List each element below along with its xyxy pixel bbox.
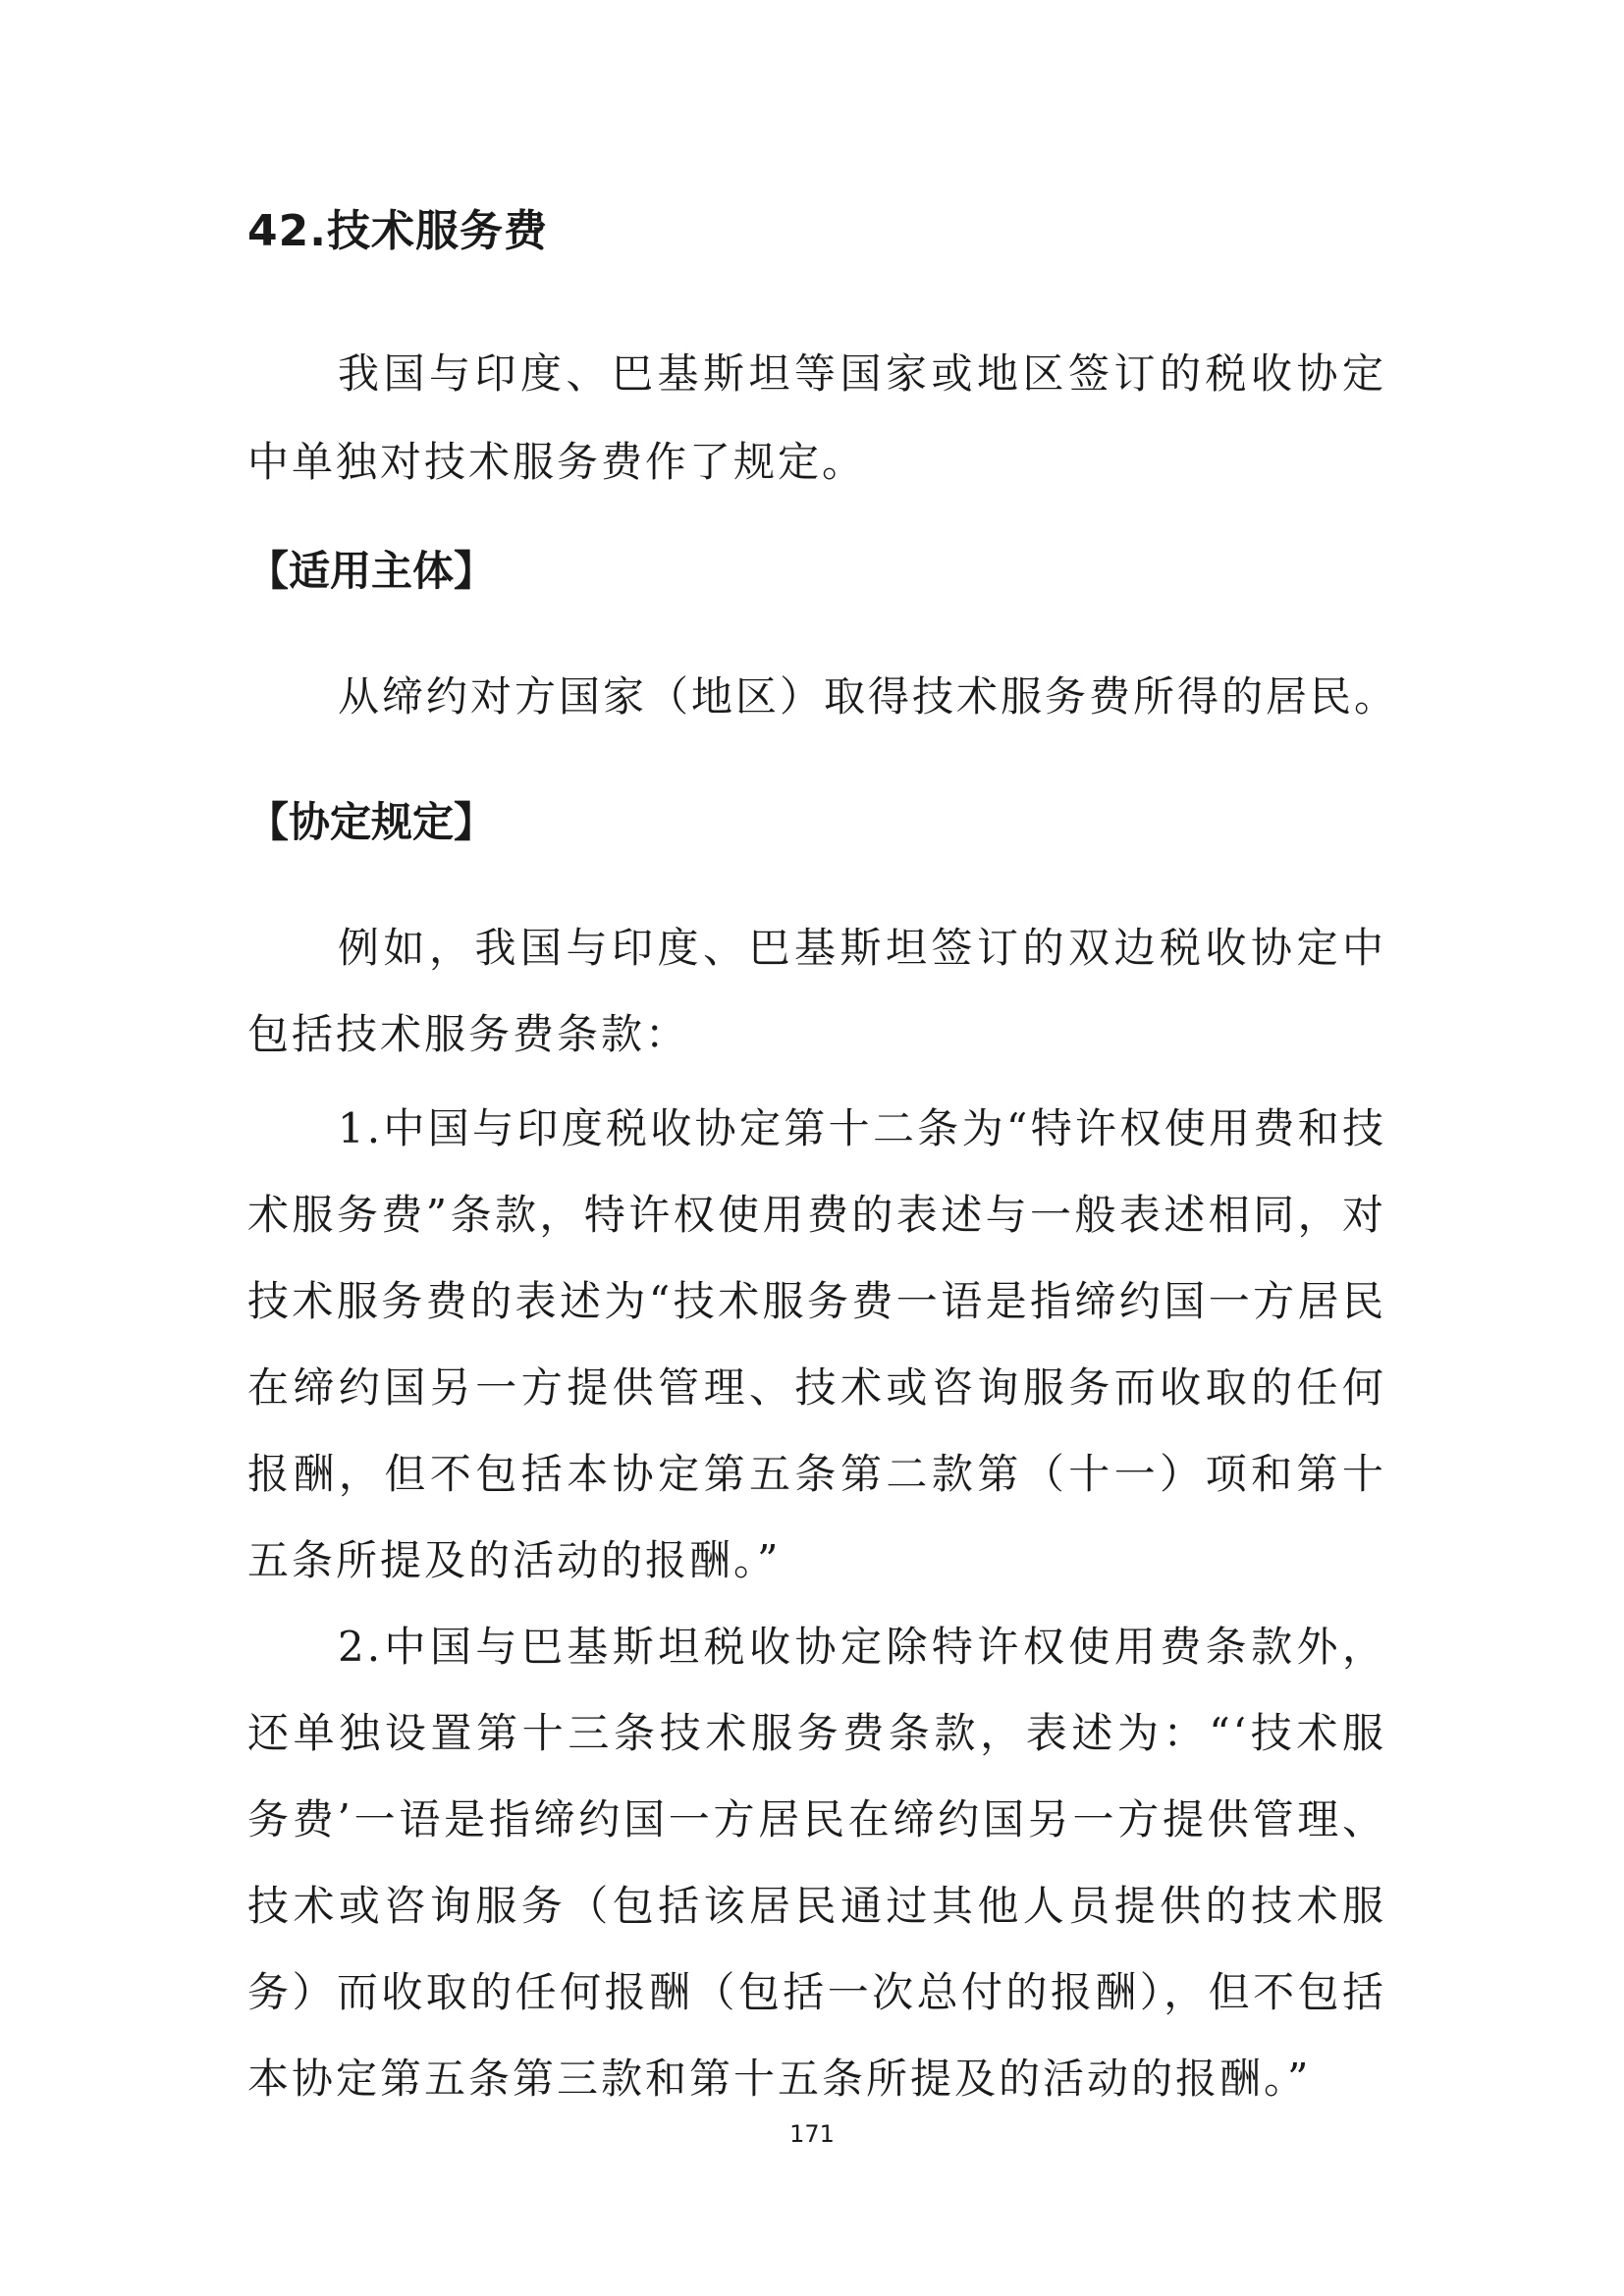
subject-paragraph: 从缔约对方国家（地区）取得技术服务费所得的居民。 [338,672,1399,721]
provision-item-2: 2.中国与巴基斯坦税收协定除特许权使用费条款外，还单独设置第十三条技术服务费条款，表述为：“‘技术服务费’一语是指缔约国一方居民在缔约国另一方提供管理、技术或咨询服务（包括该居民通过其他人员提供的技术服务）而收取的任何报酬（包括一次总付的报酬），但不包括本协定第五条第三款和第十五条所提及的活动的报酬。” [247,1623,1386,2103]
section-title-provision: 【协定规定】 [247,798,496,846]
intro-paragraph: 我国与印度、巴基斯坦等国家或地区签订的税收协定中单独对技术服务费作了规定。 [247,349,1386,486]
page-number: 171 [789,2120,835,2148]
provision-intro-paragraph: 例如，我国与印度、巴基斯坦签订的双边税收协定中包括技术服务费条款： [247,924,1386,1058]
provision-item-1: 1.中国与印度税收协定第十二条为“特许权使用费和技术服务费”条款，特许权使用费的表述与一般表述相同，对技术服务费的表述为“技术服务费一语是指缔约国一方居民在缔约国另一方提供管理、技术或咨询服务而收取的任何报酬，但不包括本协定第五条第二款第（十一）项和第十五条所提及的活动的报酬。” [247,1104,1386,1584]
article-heading: 42.技术服务费 [247,206,548,256]
section-title-subject: 【适用主体】 [247,547,496,595]
